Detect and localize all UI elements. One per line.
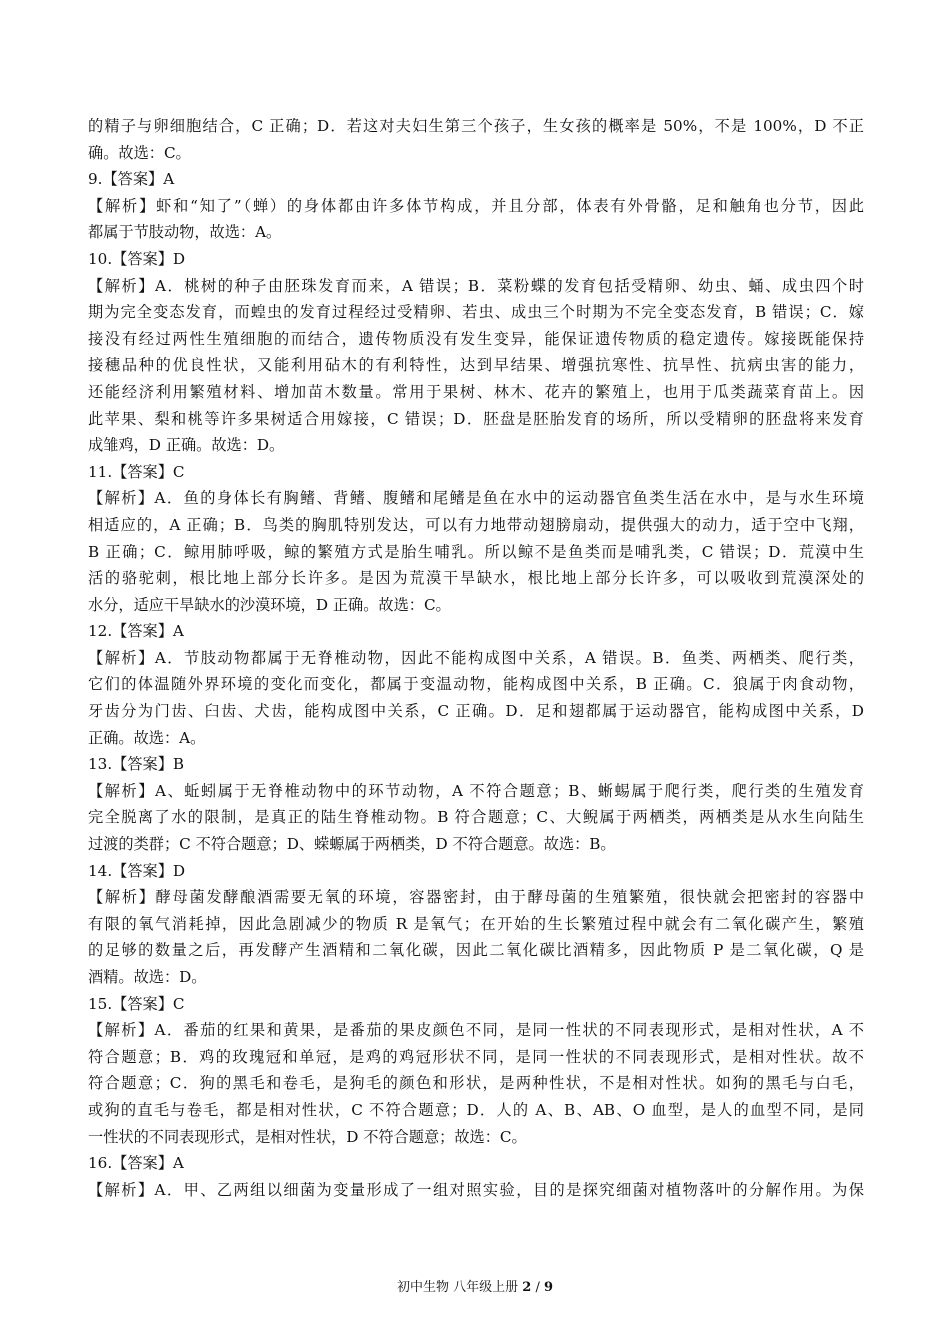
text-line: 接穗品种的优良性状，又能利用砧木的有利特性，达到早结果、增强抗寒性、抗旱性、抗病虫害的能力， bbox=[88, 356, 864, 375]
text-line: 11.【答案】C bbox=[88, 462, 185, 481]
document-body bbox=[88, 113, 864, 1203]
text-line: 接没有经过两性生殖细胞的而结合，遗传物质没有发生变异，能保证遗传物质的稳定遗传。嫁接既能保持 bbox=[88, 329, 864, 348]
footer-label: 初中生物 八年级上册 bbox=[396, 1280, 519, 1295]
page-total: 9 bbox=[543, 1280, 554, 1295]
text-line: 酒精。故选：D。 bbox=[88, 968, 207, 986]
page-separator: / bbox=[531, 1280, 544, 1295]
text-line: 相适应的，A 正确；B．鸟类的胸肌特别发达，可以有力地带动翅膀扇动，提供强大的动力，适于空中飞翔， bbox=[88, 515, 864, 534]
page-footer bbox=[0, 1276, 950, 1295]
text-line: 还能经济利用繁殖材料、增加苗木数量。常用于果树、林木、花卉的繁殖上，也用于瓜类蔬菜育苗上。因 bbox=[88, 382, 864, 401]
text-line: 14.【答案】D bbox=[88, 861, 186, 880]
page-number: 2 bbox=[522, 1280, 532, 1295]
text-line: 确。故选：C。 bbox=[88, 143, 191, 162]
text-line: 【解析】A、蚯蚓属于无脊椎动物中的环节动物，A 不符合题意；B、蜥蜴属于爬行类，爬行类的生殖发育 bbox=[88, 781, 864, 800]
text-line: 【解析】A．节肢动物都属于无脊椎动物，因此不能构成图中关系，A 错误。B．鱼类、两栖类、爬行类， bbox=[88, 648, 864, 667]
text-line: 【解析】A．番茄的红果和黄果，是番茄的果皮颜色不同，是同一性状的不同表现形式，是相对性状，A 不 bbox=[88, 1021, 864, 1040]
text-line: 一性状的不同表现形式，是相对性状，D 不符合题意；故选：C。 bbox=[88, 1127, 527, 1146]
text-line: 的精子与卵细胞结合，C 正确；D．若这对夫妇生第三个孩子，生女孩的概率是 50%，不是 100%，D 不正 bbox=[88, 117, 864, 135]
text-line: 12.【答案】A bbox=[88, 622, 184, 641]
text-line: 【解析】酵母菌发酵酿酒需要无氧的环境，容器密封，由于酵母菌的生殖繁殖，很快就会把密封的容器中 bbox=[88, 888, 864, 907]
text-line: 【解析】虾和“知了”（蝉）的身体都由许多体节构成，并且分部，体表有外骨骼，足和触角也分节，因此 bbox=[88, 196, 864, 215]
text-line: 符合题意；C．狗的黑毛和卷毛，是狗毛的颜色和形状，是两种性状，不是相对性状。如狗的黑毛与白毛， bbox=[88, 1074, 864, 1093]
text-line: 水分，适应干旱缺水的沙漠环境，D 正确。故选：C。 bbox=[88, 595, 451, 614]
text-line: 【解析】A．鱼的身体长有胸鳍、背鳍、腹鳍和尾鳍是鱼在水中的运动器官鱼类生活在水中，是与水生环境 bbox=[88, 489, 864, 508]
text-line: 都属于节肢动物，故选：A。 bbox=[88, 223, 282, 242]
text-line: 成雏鸡，D 正确。故选：D。 bbox=[88, 436, 285, 455]
text-line: 过渡的类群；C 不符合题意；D、蝾螈属于两栖类，D 不符合题意。故选：B。 bbox=[88, 835, 616, 854]
text-line: 13.【答案】B bbox=[88, 755, 185, 774]
text-line: 完全脱离了水的限制，是真正的陆生脊椎动物。B 符合题意；C、大鲵属于两栖类，两栖类是从水生向陆生 bbox=[88, 808, 864, 827]
text-line: 此苹果、梨和桃等许多果树适合用嫁接，C 错误；D．胚盘是胚胎发育的场所，所以受精卵的胚盘将来发育 bbox=[88, 409, 864, 428]
text-line: 的足够的数量之后，再发酵产生酒精和二氧化碳，因此二氧化碳比酒精多，因此物质 P 是二氧化碳，Q 是 bbox=[88, 941, 864, 960]
text-line: 正确。故选：A。 bbox=[88, 728, 206, 747]
text-line: 或狗的直毛与卷毛，都是相对性状，C 不符合题意；D．人的 A、B、AB、O 血型，是人的血型不同，是同 bbox=[88, 1100, 864, 1119]
text-line: 15.【答案】C bbox=[88, 994, 185, 1013]
text-line: 9.【答案】A bbox=[88, 170, 175, 189]
text-line: 期为完全变态发育，而蝗虫的发育过程经过受精卵、若虫、成虫三个时期为不完全变态发育，B 错误；C．嫁 bbox=[88, 303, 864, 322]
text-line: 它们的体温随外界环境的变化而变化，都属于变温动物，能构成图中关系，B 正确。C．狼属于肉食动物， bbox=[88, 675, 864, 694]
text-line: 【解析】A．甲、乙两组以细菌为变量形成了一组对照实验，目的是探究细菌对植物落叶的分解作用。为保 bbox=[88, 1180, 864, 1199]
text-line: 【解析】A．桃树的种子由胚珠发育而来，A 错误；B．菜粉蝶的发育包括受精卵、幼虫、蛹、成虫四个时 bbox=[88, 276, 864, 295]
text-line: 10.【答案】D bbox=[88, 249, 186, 268]
text-line: 16.【答案】A bbox=[88, 1154, 184, 1173]
text-line: 牙齿分为门齿、臼齿、犬齿，能构成图中关系，C 正确。D．足和翅都属于运动器官，能构成图中关系，D bbox=[88, 702, 864, 721]
text-line: 活的骆驼刺，根比地上部分长许多。是因为荒漠干旱缺水，根比地上部分长许多，可以吸收到荒漠深处的 bbox=[88, 569, 864, 588]
text-line: B 正确；C．鲸用肺呼吸，鲸的繁殖方式是胎生哺乳。所以鲸不是鱼类而是哺乳类，C 错误；D．荒漠中生 bbox=[88, 542, 864, 561]
text-line: 有限的氧气消耗掉，因此急剧减少的物质 R 是氧气；在开始的生长繁殖过程中就会有二氧化碳产生，繁殖 bbox=[88, 914, 864, 933]
text-line: 符合题意；B．鸡的玫瑰冠和单冠，是鸡的鸡冠形状不同，是同一性状的不同表现形式，是相对性状。故不 bbox=[88, 1047, 864, 1066]
